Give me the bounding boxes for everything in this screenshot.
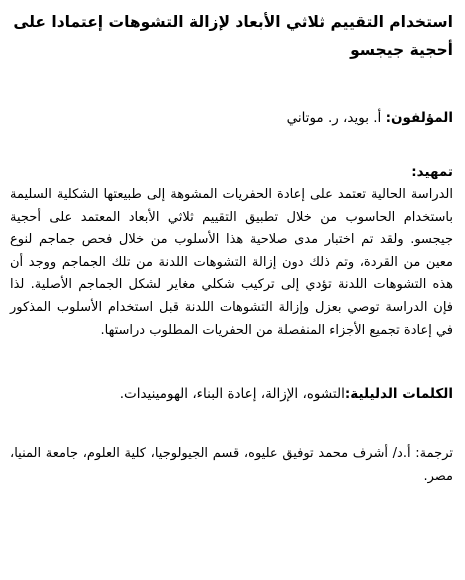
authors-value: أ. بويد، ر. موتاني — [286, 110, 386, 126]
document-title: استخدام التقييم ثلاثي الأبعاد لإزالة التشوهات إعتمادا على أحجية جيجسو — [13, 13, 453, 59]
translation-line — [10, 442, 453, 488]
translation-label: ترجمة: — [415, 446, 453, 462]
introduction-heading: تمهيد: — [411, 164, 453, 180]
keywords-label: الكلمات الدليلية: — [344, 386, 453, 403]
keywords-line — [10, 384, 453, 404]
authors-label: المؤلفون: — [385, 110, 453, 126]
translation-value: أ.د/ أشرف محمد توفيق عليوه، قسم الجيولوجيا، كلية العلوم، جامعة المنيا، مصر. — [10, 446, 453, 485]
keywords-value: التشوه، الإزالة، إعادة البناء، الهومينيدات. — [119, 386, 345, 403]
introduction-body: الدراسة الحالية تعتمد على إعادة الحفريات المشوهة إلى طبيعتها الشكلية السليمة باستخدام الحاسوب من خلال تطبيق التقييم ثلاثي الأبعاد المعتمد على أحجية جيجسو. ولقد تم اختبار مدى صلاحية هذا الأسلوب من خلال فحص جماجم لنوع معين من القردة، وتم ذلك دون إزالة التشوهات اللدنة من تلك الجماجم ووجد أن هذه التشوهات اللدنة تؤدي إلى تركيب شكلي مغاير لشكل الجماجم الأصلية. لذا فإن الدراسة توصي بعزل وإزالة التشوهات اللدنة قبل استخدام الأسلوب المذكور في إعادة تجميع الأجزاء المنفصلة من الحفريات المطلوب دراستها. — [10, 187, 453, 338]
authors-line — [10, 108, 453, 128]
